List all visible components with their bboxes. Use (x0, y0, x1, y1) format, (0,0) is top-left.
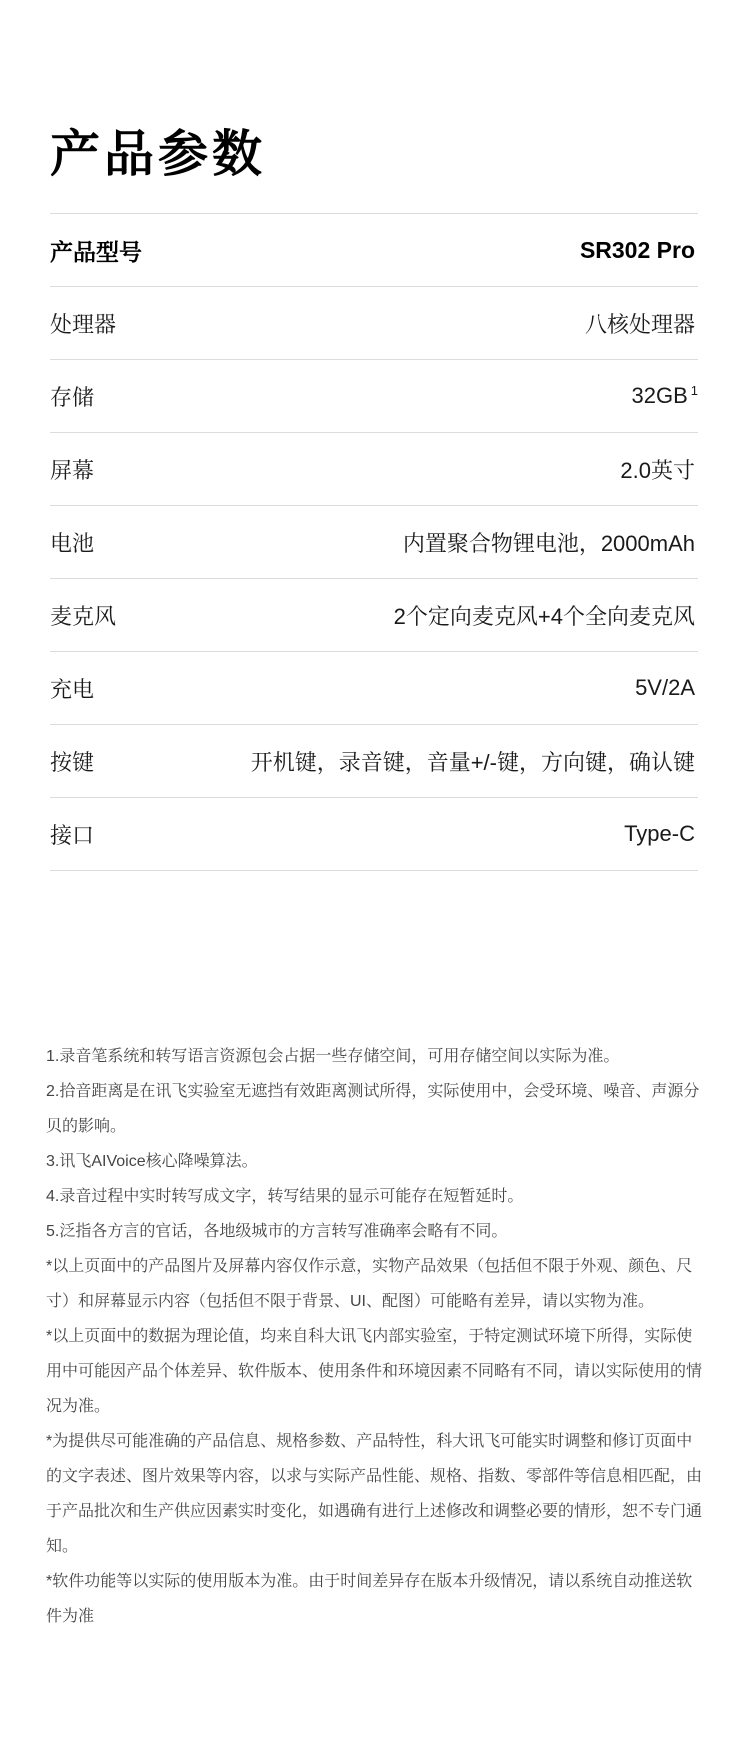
spec-row (50, 213, 698, 286)
spec-value-text: 2.0英寸 (620, 457, 695, 483)
spec-row (50, 651, 698, 724)
footnote-item: 1.录音笔系统和转写语言资源包会占据一些存储空间，可用存储空间以实际为准。 (46, 1048, 620, 1065)
spec-value-text: 32GB (631, 383, 688, 408)
spec-row (50, 359, 698, 432)
footnote-item: 3.讯飞AIVoice核心降噪算法。 (46, 1153, 258, 1170)
spec-value (403, 527, 698, 558)
page-title: 产品参数 (50, 126, 266, 182)
footnote-item: *以上页面中的产品图片及屏幕内容仅作示意，实物产品效果（包括但不限于外观、颜色、尺寸）和屏幕显示内容（包括但不限于背景、UI、配图）可能略有差异，请以实物为准。 (46, 1258, 693, 1310)
spec-label: 处理器 (50, 311, 117, 337)
footnote-item: *以上页面中的数据为理论值，均来自科大讯飞内部实验室，于特定测试环境下所得，实际使用中可能因产品个体差异、软件版本、使用条件和环境因素不同略有不同，请以实际使用的情况为准。 (46, 1328, 703, 1415)
spec-row (50, 432, 698, 505)
spec-value (585, 308, 698, 339)
spec-value-text: 2个定向麦克风+4个全向麦克风 (393, 603, 695, 629)
footnote-item: *软件功能等以实际的使用版本为准。由于时间差异存在版本升级情况，请以系统自动推送软件为准 (46, 1573, 693, 1625)
spec-label: 接口 (50, 822, 95, 848)
spec-value (624, 821, 698, 847)
spec-value-text: 八核处理器 (584, 311, 695, 337)
spec-table (50, 213, 698, 871)
spec-label: 充电 (50, 676, 95, 702)
footnote-item: 4.录音过程中实时转写成文字，转写结果的显示可能存在短暂延时。 (46, 1188, 524, 1205)
spec-label: 按键 (50, 749, 95, 775)
spec-value-text: 开机键，录音键，音量+/-键，方向键，确认键 (250, 749, 695, 775)
spec-row (50, 578, 698, 651)
spec-value-text: 5V/2A (635, 675, 695, 700)
spec-value (580, 237, 698, 264)
spec-value-text: Type-C (624, 821, 695, 846)
spec-value (632, 383, 699, 409)
footnote-item: 2.拾音距离是在讯飞实验室无遮挡有效距离测试所得，实际使用中，会受环境、噪音、声源分贝的影响。 (46, 1083, 700, 1135)
footnotes-section (46, 1039, 706, 1634)
spec-row (50, 797, 698, 870)
spec-row (50, 724, 698, 797)
spec-row (50, 286, 698, 359)
spec-label: 屏幕 (50, 457, 95, 483)
spec-value (620, 454, 698, 485)
footnote-item: *为提供尽可能准确的产品信息、规格参数、产品特性，科大讯飞可能实时调整和修订页面中的文字表述、图片效果等内容，以求与实际产品性能、规格、指数、零部件等信息相匹配，由于产品批次和生产供应因素实时变化，如遇确有进行上述修改和调整必要的情形，恕不专门通知。 (46, 1433, 703, 1555)
footnote-item: 5.泛指各方言的官话，各地级城市的方言转写准确率会略有不同。 (46, 1223, 508, 1240)
spec-row (50, 505, 698, 578)
spec-value (251, 746, 698, 777)
spec-label: 电池 (50, 530, 95, 556)
spec-label: 产品型号 (50, 238, 142, 265)
footnote-ref-superscript: 1 (690, 382, 698, 398)
spec-label: 存储 (50, 384, 95, 410)
spec-value-text: SR302 Pro (579, 236, 695, 263)
spec-value (394, 600, 698, 631)
spec-label: 麦克风 (50, 603, 117, 629)
spec-value-text: 内置聚合物锂电池，2000mAh (402, 530, 695, 556)
spec-value (635, 675, 698, 701)
